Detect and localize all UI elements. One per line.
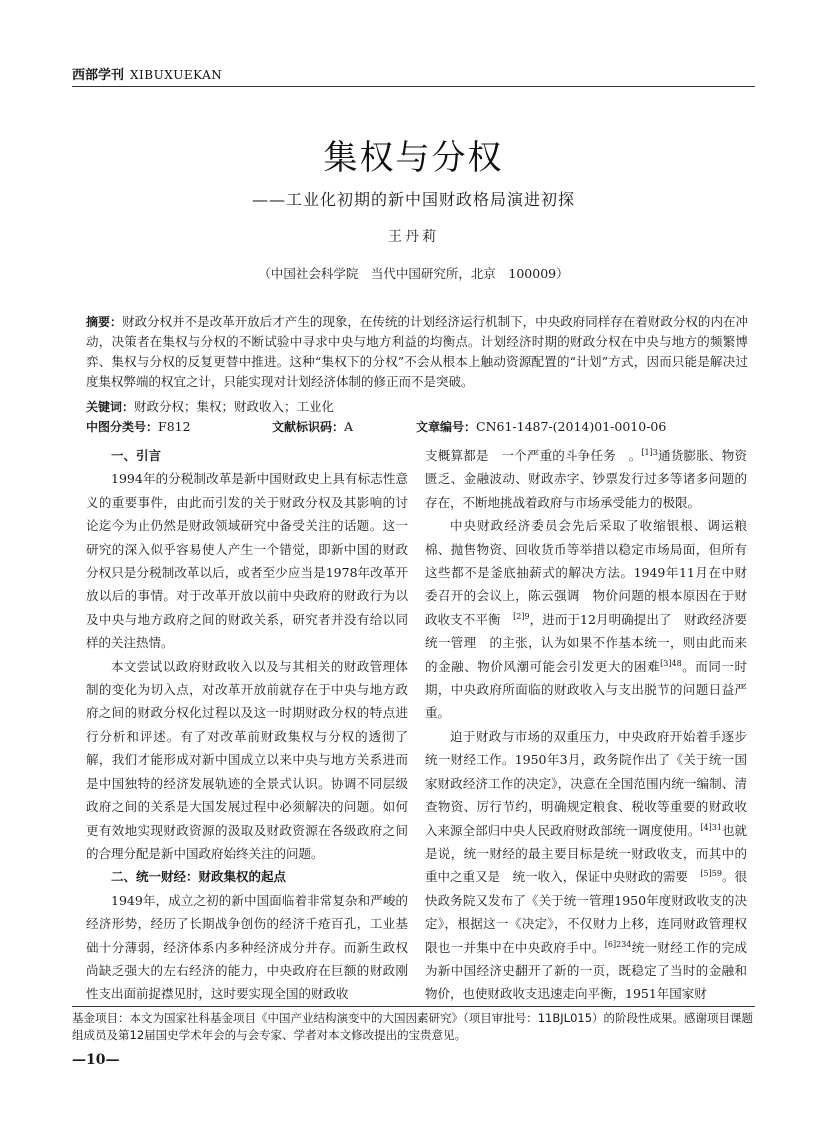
- header-rule: [72, 86, 755, 87]
- text-run: 支概算都是 一个严重的斗争任务 。: [425, 448, 642, 463]
- section-heading-intro: 一、引言: [111, 448, 162, 463]
- journal-name-cn: 西部学刊: [72, 68, 125, 83]
- text-run: ，进而于12月明确提出了 财政经济要统一管理 的主张，认为如果不作基本统一，则由此而来的金融、物价风潮可能会引发更大的困难: [425, 611, 747, 674]
- running-header: [72, 64, 222, 83]
- article-subtitle: ——工业化初期的新中国财政格局演进初探: [251, 190, 575, 209]
- abstract-label: 摘要：: [86, 315, 123, 329]
- text-run: 中央财政经济委员会先后采取了收缩银根、调运粮棉、抛售物资、回收货币等举措以稳定市场局面，但所有这些都不是釜底抽薪式的解决方法。1949年11月在中财委召开的会议上，陈云强调 物价问题的根本原因在于财政收支不平衡: [425, 518, 747, 627]
- page-number: —10—: [72, 1052, 120, 1068]
- citation-ref: [6]234: [604, 939, 632, 949]
- citation-ref: [5]59: [700, 869, 722, 879]
- text-run: 。而同一时期，中央政府所面临的财政收入与支出脱节的问题日益严重。: [425, 658, 747, 721]
- article-title: 集权与分权: [323, 138, 504, 178]
- footnote-rule: [72, 1006, 755, 1007]
- text-run: 迫于财政与市场的双重压力，中央政府开始着手逐步统一财经工作。1950年3月，政务院作出了《关于统一国家财政经济工作的决定》，决意在全国范围内统一编制、清查物资、厉行节约，明确规定粮食、税收等重要的财政收入来源全部归中央人民政府财政部统一调度使用。: [425, 728, 747, 838]
- text-run: 。很快政务院又发布了《关于统一管理1950年度财政收支的决定》，根据这一《决定》，不仅财力上移，连同财政管理权限也一并集中在中央政府手中。: [425, 869, 747, 955]
- article-number: [416, 418, 666, 435]
- author-affiliation: （中国社会科学院 当代中国研究所，北京 100009）: [258, 266, 569, 281]
- paragraph: [425, 514, 747, 725]
- doc-value: A: [344, 419, 354, 434]
- clc-number: [86, 418, 191, 435]
- keywords: [86, 397, 334, 415]
- citation-ref: [4]31: [700, 822, 722, 832]
- paragraph: 1994年的分税制改革是新中国财政史上具有标志性意义的重要事件，由此而引发的关于财政分权及其影响的讨论迄今为止仍然是财政领域研究中备受关注的话题。这一研究的深入似乎容易使人产生一个错觉，即新中国的财政分权只是分税制改革以后，或者至少应当是1978年改革开放以后的事情。对于改革开放以前中央政府的财政行为以及中央与地方政府之间的财政关系，研究者并没有给以同样的关注热情。: [86, 471, 408, 651]
- paragraph: [425, 725, 747, 1006]
- text-run: 通货膨胀、物资匮乏、金融波动、财政赤字、钞票发行过多等诸多问题的存在，不断地挑战着政府与市场承受能力的极限。: [425, 448, 747, 510]
- citation-ref: [1]3: [641, 447, 658, 457]
- paragraph: 本文尝试以政府财政收入以及与其相关的财政管理体制的变化为切入点，对改革开放前就存在于中央与地方政府之间的财政分权化过程以及这一时期财政分权的特点进行分析和评述。有了对改革前财政集权与分权的透彻了解，我们才能形成对新中国成立以来中央与地方关系进而是中国独特的经济发展轨迹的全景式认识。协调不同层级政府之间的关系是大国发展过程中必须解决的问题。如何更有效地实现财政资源的汲取及财政资源在各级政府之间的合理分配是新中国政府始终关注的问题。: [86, 658, 408, 861]
- doc-code: [272, 418, 353, 435]
- text-run: 也就是说，统一财经的最主要目标是统一财政收支，而其中的重中之重又是 统一收入，保证中央财政的需要: [425, 822, 747, 885]
- author-name: 王丹莉: [388, 229, 439, 245]
- text-run: 统一财经工作的完成为新中国经济史翻开了新的一页，既稳定了当时的金融和物价，也使财政收支迅速走向平衡，1951年国家财: [425, 939, 747, 1002]
- funding-footnote: 基金项目：本文为国家社科基金项目《中国产业结构演变中的大国因素研究》（项目审批号：11BJL015）的阶段性成果。感谢项目课题组成员及第12届国史学术年会的与会专家、学者对本文修改提出的宝贵意见。: [72, 1011, 754, 1042]
- section-heading-unification: 二、统一财经：财政集权的起点: [111, 869, 287, 885]
- keywords-text: 财政分权；集权；财政收入；工业化: [134, 399, 335, 414]
- paragraph: [425, 444, 747, 514]
- art-value: CN61-1487-(2014)01-0010-06: [476, 419, 667, 434]
- abstract: [86, 312, 748, 392]
- left-column: [86, 444, 408, 1006]
- clc-value: F812: [158, 419, 191, 434]
- abstract-text: 财政分权并不是改革开放后才产生的现象，在传统的计划经济运行机制下，中央政府同样存在着财政分权的内在冲动，决策者在集权与分权的不断试验中寻求中央与地方利益的均衡点。计划经济时期的财政分权在中央与地方的频繁博弈、集权与分权的反复更替中推进。这种“集权下的分权”不会从根本上触动资源配置的“计划”方式，因而只能是解决过度集权弊端的权宜之计，只能实现对计划经济体制的修正而不是突破。: [86, 314, 748, 389]
- citation-ref: [3]48: [660, 658, 682, 668]
- citation-ref: [2]9: [513, 611, 530, 621]
- keywords-label: 关键词：: [86, 400, 135, 414]
- journal-name-en: XIBUXUEKAN: [130, 68, 223, 82]
- paragraph: 1949年，成立之初的新中国面临着非常复杂和严峻的经济形势，经历了长期战争创伤的经济千疮百孔，工业基础十分薄弱，经济体系内多种经济成分并存。而新生政权尚缺乏强大的左右经济的能力，中央政府在巨额的财政刚性支出面前捉襟见肘，这时要实现全国的财政收: [86, 892, 408, 1002]
- art-label: 文章编号：: [416, 420, 477, 434]
- clc-label: 中图分类号：: [86, 420, 159, 434]
- right-column: [425, 444, 747, 1006]
- doc-label: 文献标识码：: [272, 420, 345, 434]
